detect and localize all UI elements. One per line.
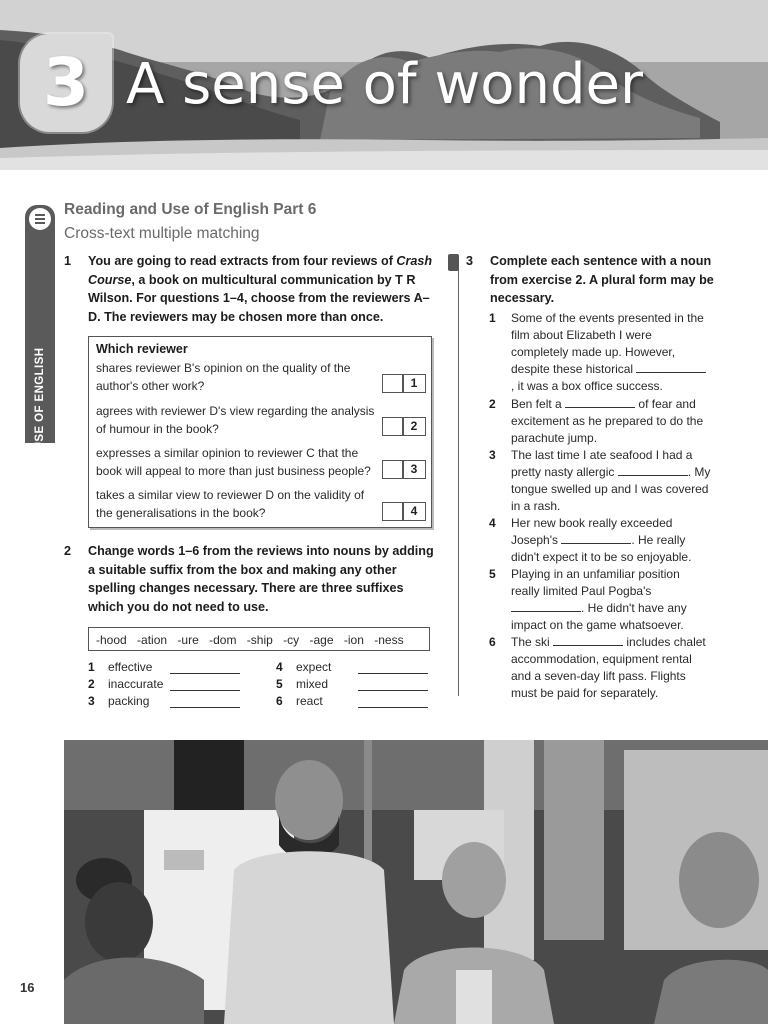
unit-number: 3 xyxy=(43,44,89,121)
sentence-item: 4 Her new book really exceeded Joseph's . He really didn't expect it to be so enjoyable. xyxy=(489,516,692,564)
reviewer-questions-box xyxy=(88,336,432,528)
exercise-number: 2 xyxy=(64,544,72,558)
answer-blank[interactable] xyxy=(511,601,581,612)
question-number: 3 xyxy=(402,460,426,479)
suffix: -ion xyxy=(343,633,364,647)
suffix-box xyxy=(88,627,430,651)
section-subtitle: Cross-text multiple matching xyxy=(64,225,260,242)
answer-blank[interactable] xyxy=(358,673,428,674)
answer-box[interactable] xyxy=(382,374,404,393)
answer-blank[interactable] xyxy=(618,465,688,476)
document-icon xyxy=(29,208,51,230)
answer-box[interactable] xyxy=(382,502,404,521)
answer-blank[interactable] xyxy=(561,533,631,544)
suffix: -ness xyxy=(374,633,404,647)
answer-blank[interactable] xyxy=(636,362,706,373)
word-item: 1 effective xyxy=(88,660,153,674)
column-divider xyxy=(458,262,459,696)
suffix: -cy xyxy=(283,633,300,647)
box-heading: Which reviewer xyxy=(96,342,188,356)
question-number: 4 xyxy=(402,502,426,521)
answer-box[interactable] xyxy=(382,417,404,436)
section-title: Reading and Use of English Part 6 xyxy=(64,201,317,218)
exercise-number: 1 xyxy=(64,254,72,268)
sentence-item: 1 Some of the events presented in the film about Elizabeth I were completely made up. However, despite these historical , it was a box office success. xyxy=(511,310,711,395)
word-item: 5 mixed xyxy=(276,677,329,691)
word-item: 2 inaccurate xyxy=(88,677,164,691)
question-text: takes a similar view to reviewer D on the validity of the generalisations in the book? xyxy=(96,488,365,520)
book-title: Crash Course xyxy=(88,254,433,287)
answer-blank[interactable] xyxy=(170,673,240,674)
unit-title: A sense of wonder xyxy=(126,52,644,117)
exercise-2-instruction: 2 Change words 1–6 from the reviews into nouns by adding a suitable suffix from the box and making any other spelling changes necessary. There are three suffixes which you do not need to use. xyxy=(64,544,434,614)
suffix: -hood xyxy=(96,633,127,647)
word-item: 4 expect xyxy=(276,660,332,674)
sentence-item: 6 The ski includes chalet accommodation, equipment rental and a seven-day lift pass. Flights must be paid for separately. xyxy=(489,635,706,700)
word-item: 6 react xyxy=(276,694,323,708)
page-number: 16 xyxy=(20,980,35,995)
question-number: 1 xyxy=(402,374,426,393)
divider-marker xyxy=(448,254,459,271)
sentence-item: 3 The last time I ate seafood I had a pretty nasty allergic . My tongue swelled up and I was covered in a rash. xyxy=(489,448,711,513)
office-team-photo xyxy=(64,740,768,1024)
exercise-1-instruction: 1 You are going to read extracts from four reviews of Crash Course, a book on multicultural communication by T R Wilson. For questions 1–4, choose from the reviewers A–D. The reviewers may be chosen more than once. xyxy=(64,254,433,324)
question-number: 2 xyxy=(402,417,426,436)
answer-blank[interactable] xyxy=(358,690,428,691)
exercise-number: 3 xyxy=(466,254,474,268)
side-tab-label: READING AND USE OF ENGLISH xyxy=(34,347,46,539)
question-text: shares reviewer B's opinion on the quality of the author's other work? xyxy=(96,361,351,393)
answer-blank[interactable] xyxy=(358,707,428,708)
word-item: 3 packing xyxy=(88,694,150,708)
answer-blank[interactable] xyxy=(565,397,635,408)
answer-blank[interactable] xyxy=(170,707,240,708)
suffix: -ship xyxy=(246,633,273,647)
unit-banner xyxy=(0,0,768,170)
suffix: -ation xyxy=(137,633,168,647)
answer-box[interactable] xyxy=(382,460,404,479)
suffix: -ure xyxy=(177,633,199,647)
answer-blank[interactable] xyxy=(170,690,240,691)
exercise-3-instruction: 3 Complete each sentence with a noun from exercise 2. A plural form may be necessary. xyxy=(466,254,714,305)
question-text: expresses a similar opinion to reviewer C that the book will appeal to more than just business people? xyxy=(96,446,371,478)
answer-blank[interactable] xyxy=(553,635,623,646)
sentence-item: 2 Ben felt a of fear and excitement as he prepared to do the parachute jump. xyxy=(489,397,704,445)
suffix: -dom xyxy=(209,633,237,647)
sentence-item: 5 Playing in an unfamiliar position really limited Paul Pogba's . He didn't have any impact on the game whatsoever. xyxy=(489,567,687,632)
side-section-tab xyxy=(25,205,55,539)
suffix: -age xyxy=(309,633,334,647)
unit-number-badge xyxy=(20,34,112,132)
question-text: agrees with reviewer D's view regarding the analysis of humour in the book? xyxy=(96,404,375,436)
